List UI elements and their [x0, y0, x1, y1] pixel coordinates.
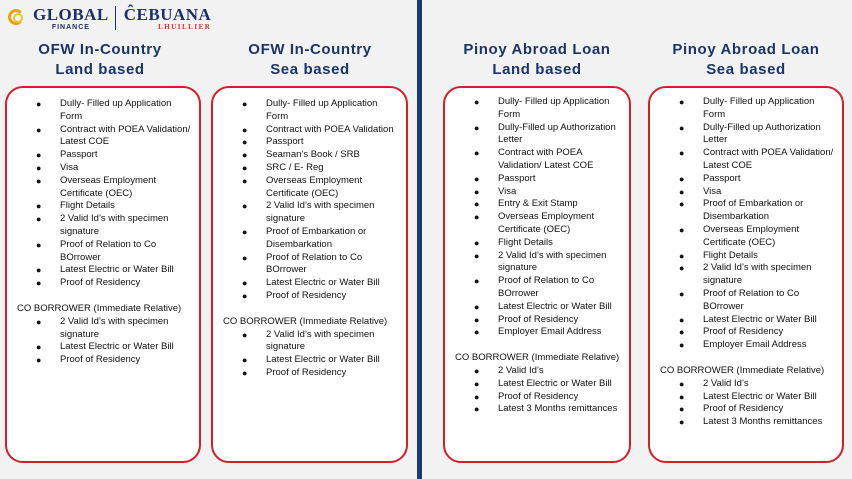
requirement-text: Overseas Employment Certificate (OEC) — [266, 174, 363, 199]
requirement-item — [650, 198, 842, 224]
requirement-text: 2 Valid Id’s with specimen signature — [266, 328, 375, 353]
requirement-item — [445, 186, 629, 199]
requirement-item — [213, 329, 406, 355]
bullet-icon: ● — [242, 278, 248, 289]
requirement-item — [650, 250, 842, 263]
requirement-text: 2 Valid Id’s with specimen signature — [60, 315, 169, 340]
bullet-icon: ● — [679, 417, 685, 428]
co-borrower-heading: CO BORROWER (Immediate Relative) — [660, 364, 825, 376]
bullet-icon: ● — [474, 250, 480, 261]
co-borrower-heading: CO BORROWER (Immediate Relative) — [223, 315, 388, 327]
requirement-text: Proof of Residency — [498, 313, 579, 325]
bullet-icon: ● — [679, 173, 685, 184]
requirement-text: Latest Electric or Water Bill — [60, 264, 174, 276]
requirement-text: Latest Electric or Water Bill — [266, 354, 380, 366]
bullet-icon: ● — [679, 327, 685, 338]
requirement-item — [650, 378, 842, 391]
requirement-text: Entry & Exit Stamp — [498, 198, 578, 210]
requirement-item — [7, 124, 199, 150]
bullet-icon: ● — [679, 340, 685, 351]
finance-logo-text: FINANCE — [51, 23, 90, 31]
bullet-icon: ● — [242, 226, 248, 237]
requirement-text: Visa — [498, 185, 517, 197]
requirement-text: Proof of Residency — [703, 326, 784, 338]
requirement-item — [445, 96, 629, 122]
requirement-item — [445, 378, 629, 391]
bullet-icon: ● — [679, 378, 685, 389]
bullet-icon: ● — [474, 391, 480, 402]
bullet-icon: ● — [474, 301, 480, 312]
bullet-icon: ● — [36, 214, 42, 225]
bullet-icon: ● — [36, 342, 42, 353]
requirement-text: Dully-Filled up Authorization Letter — [703, 121, 821, 146]
requirement-item — [213, 162, 406, 175]
requirement-text: 2 Valid Id’s with specimen signature — [266, 200, 375, 225]
requirement-text: Dully-Filled up Authorization Letter — [498, 121, 616, 146]
requirement-text: SRC / E- Reg — [266, 161, 324, 173]
requirement-item — [7, 149, 199, 162]
requirement-item — [650, 288, 842, 314]
bullet-icon: ● — [474, 97, 480, 107]
requirement-text: Overseas Employment Certificate (OEC) — [60, 174, 157, 199]
requirement-text: Contract with POEA Validation/ Latest COE — [60, 123, 191, 148]
bullet-icon: ● — [474, 122, 480, 133]
requirement-item — [7, 316, 199, 342]
requirement-item — [650, 224, 842, 250]
requirement-item — [445, 365, 629, 378]
bullet-icon: ● — [679, 314, 685, 325]
requirement-item — [213, 277, 406, 290]
requirement-text: Seaman’s Book / SRB — [266, 149, 360, 161]
bullet-icon: ● — [36, 265, 42, 276]
requirement-item — [7, 354, 199, 367]
requirement-item — [7, 162, 199, 175]
requirement-text: 2 Valid Id’s with specimen signature — [703, 262, 812, 287]
requirement-text: Passport — [60, 149, 98, 161]
requirement-item — [445, 147, 629, 173]
lhuillier-logo-text: LHUILLIER — [158, 22, 212, 31]
requirement-item — [445, 237, 629, 250]
requirement-item — [213, 136, 406, 149]
bullet-icon: ● — [474, 276, 480, 287]
global-finance-logo-icon — [8, 7, 30, 29]
bullet-icon: ● — [474, 365, 480, 376]
bullet-icon: ● — [679, 250, 685, 261]
requirement-item — [7, 341, 199, 354]
requirement-text: Proof of Residency — [266, 289, 347, 301]
requirement-text: Dully- Filled up Application Form — [703, 96, 815, 120]
requirement-item — [213, 124, 406, 137]
requirement-item — [650, 173, 842, 186]
requirement-item — [650, 96, 842, 122]
requirement-item — [445, 403, 629, 416]
requirement-text: 2 Valid Id’s — [703, 377, 749, 389]
logo-separator — [115, 6, 116, 30]
requirement-text: Proof of Relation to Co BOrrower — [60, 238, 157, 263]
requirement-text: 2 Valid Id’s — [498, 364, 544, 376]
requirements-card-ofw-land — [5, 86, 201, 463]
requirement-item — [213, 98, 406, 124]
requirement-text: Passport — [498, 172, 536, 184]
section-divider — [417, 0, 422, 479]
requirement-text: Proof of Relation to Co BOrrower — [703, 287, 800, 312]
column-title-ofw-sea: OFW In-Country Sea based — [248, 41, 372, 78]
requirement-text: Flight Details — [703, 249, 758, 261]
requirement-item — [445, 211, 629, 237]
requirement-item — [650, 186, 842, 199]
bullet-icon: ● — [36, 162, 42, 173]
requirement-item — [650, 339, 842, 352]
requirement-item — [213, 354, 406, 367]
requirement-text: Visa — [60, 161, 79, 173]
bullet-icon: ● — [36, 175, 42, 186]
bullet-icon: ● — [474, 186, 480, 197]
bullet-icon: ● — [242, 329, 248, 340]
bullet-icon: ● — [242, 355, 248, 366]
requirement-text: Proof of Residency — [60, 354, 141, 366]
requirement-text: Latest 3 Months remittances — [703, 416, 823, 428]
requirement-item — [650, 326, 842, 339]
bullet-icon: ● — [36, 239, 42, 250]
requirement-item — [213, 290, 406, 303]
requirement-item — [7, 98, 199, 124]
requirement-text: Latest Electric or Water Bill — [266, 277, 380, 289]
requirement-item — [445, 326, 629, 339]
requirement-text: Contract with POEA Validation/ Latest COE — [703, 147, 834, 171]
requirement-item — [650, 122, 842, 148]
requirement-text: Contract with POEA Validation — [266, 123, 394, 135]
bullet-icon: ● — [36, 99, 42, 109]
bullet-icon: ● — [679, 148, 685, 159]
bullet-icon: ● — [474, 314, 480, 325]
logo — [8, 3, 211, 33]
column-title-ofw-land: OFW In-Country Land based — [38, 41, 162, 78]
requirement-text: Proof of Relation to Co BOrrower — [266, 251, 363, 276]
bullet-icon: ● — [474, 404, 480, 415]
requirement-item — [445, 173, 629, 186]
requirement-text: 2 Valid Id’s with specimen signature — [60, 213, 169, 237]
requirement-text: Passport — [266, 136, 304, 148]
requirement-item — [7, 200, 199, 213]
requirement-text: Proof of Residency — [498, 390, 579, 402]
co-borrower-heading: CO BORROWER (Immediate Relative) — [17, 302, 182, 314]
requirement-text: Contract with POEA Validation/ Latest COE — [498, 147, 594, 171]
requirement-text: Flight Details — [498, 236, 553, 248]
requirement-item — [213, 149, 406, 162]
requirement-item — [213, 367, 406, 380]
requirement-item — [7, 239, 199, 265]
requirement-item — [650, 314, 842, 327]
column-title-pinoy-sea: Pinoy Abroad Loan Sea based — [672, 41, 820, 78]
requirement-text: Employer Email Address — [498, 326, 602, 338]
bullet-icon: ● — [242, 175, 248, 186]
requirement-item — [7, 277, 199, 290]
requirement-text: Latest Electric or Water Bill — [703, 390, 817, 402]
requirement-text: Proof of Embarkation or Disembarkation — [703, 198, 804, 223]
bullet-icon: ● — [242, 99, 248, 109]
requirement-text: Overseas Employment Certificate (OEC) — [498, 211, 595, 235]
requirement-item — [445, 314, 629, 327]
requirement-text: Proof of Residency — [60, 277, 141, 289]
requirement-item — [445, 301, 629, 314]
bullet-icon: ● — [242, 367, 248, 378]
requirement-text: Overseas Employment Certificate (OEC) — [703, 223, 800, 248]
bullet-icon: ● — [36, 124, 42, 135]
requirement-item — [650, 416, 842, 429]
bullet-icon: ● — [242, 252, 248, 263]
requirement-text: Proof of Residency — [266, 366, 347, 378]
bullet-icon: ● — [474, 199, 480, 210]
bullet-icon: ● — [679, 122, 685, 133]
requirement-item — [650, 147, 842, 173]
requirement-text: Latest 3 Months remittances — [498, 403, 618, 415]
requirement-item — [7, 264, 199, 277]
requirement-item — [445, 391, 629, 404]
bullet-icon: ● — [36, 201, 42, 212]
requirement-text: Flight Details — [60, 200, 115, 212]
bullet-icon: ● — [242, 201, 248, 212]
requirement-item — [650, 262, 842, 288]
requirement-item — [650, 391, 842, 404]
requirement-text: Dully- Filled up Application Form — [266, 98, 378, 122]
bullet-icon: ● — [679, 391, 685, 402]
cebuana-logo-text: ĈEBUANA — [123, 4, 212, 24]
requirements-card-pinoy-land — [443, 86, 631, 463]
bullet-icon: ● — [474, 378, 480, 389]
requirement-item — [650, 403, 842, 416]
requirement-text: Latest Electric or Water Bill — [703, 313, 817, 325]
bullet-icon: ● — [679, 97, 685, 107]
bullet-icon: ● — [679, 263, 685, 274]
bullet-icon: ● — [242, 150, 248, 161]
requirement-item — [445, 250, 629, 276]
requirements-card-ofw-sea — [211, 86, 408, 463]
requirement-text: Proof of Residency — [703, 403, 784, 415]
requirement-text: Visa — [703, 185, 722, 197]
requirement-item — [213, 175, 406, 201]
requirement-item — [7, 213, 199, 239]
requirement-text: Latest Electric or Water Bill — [498, 300, 612, 312]
requirement-text: 2 Valid Id’s with specimen signature — [498, 249, 607, 274]
bullet-icon: ● — [36, 278, 42, 289]
requirement-text: Latest Electric or Water Bill — [60, 341, 174, 353]
requirement-item — [213, 200, 406, 226]
bullet-icon: ● — [679, 224, 685, 235]
global-logo-text: GLOBAL — [33, 4, 109, 24]
requirement-item — [213, 252, 406, 278]
bullet-icon: ● — [242, 124, 248, 135]
requirement-text: Dully- Filled up Application Form — [60, 98, 172, 122]
bullet-icon: ● — [474, 237, 480, 248]
bullet-icon: ● — [474, 173, 480, 184]
requirement-text: Employer Email Address — [703, 339, 807, 351]
co-borrower-heading: CO BORROWER (Immediate Relative) — [455, 352, 620, 364]
bullet-icon: ● — [242, 290, 248, 301]
requirement-text: Latest Electric or Water Bill — [498, 377, 612, 389]
bullet-icon: ● — [679, 404, 685, 415]
requirements-card-pinoy-sea — [648, 86, 844, 463]
requirement-item — [445, 198, 629, 211]
bullet-icon: ● — [242, 162, 248, 173]
bullet-icon: ● — [474, 148, 480, 159]
bullet-icon: ● — [36, 150, 42, 161]
requirement-text: Dully- Filled up Application Form — [498, 96, 610, 120]
requirement-item — [445, 122, 629, 148]
requirement-item — [445, 275, 629, 301]
bullet-icon: ● — [474, 327, 480, 338]
requirement-text: Proof of Relation to Co BOrrower — [498, 275, 595, 299]
bullet-icon: ● — [242, 137, 248, 148]
bullet-icon: ● — [36, 355, 42, 366]
bullet-icon: ● — [679, 199, 685, 210]
bullet-icon: ● — [474, 212, 480, 223]
requirement-item — [7, 175, 199, 201]
bullet-icon: ● — [36, 316, 42, 327]
bullet-icon: ● — [679, 288, 685, 299]
requirement-text: Passport — [703, 172, 741, 184]
column-title-pinoy-land: Pinoy Abroad Loan Land based — [463, 41, 611, 78]
requirement-item — [213, 226, 406, 252]
bullet-icon: ● — [679, 186, 685, 197]
requirement-text: Proof of Embarkation or Disembarkation — [266, 225, 367, 250]
